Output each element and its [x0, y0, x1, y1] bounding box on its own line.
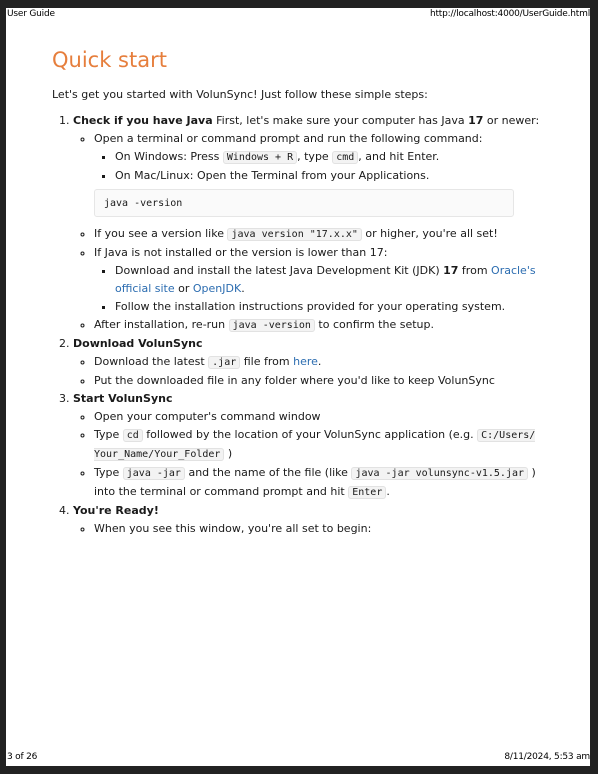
page-title: Quick start [52, 48, 167, 72]
step-1-sublist [73, 130, 552, 335]
inline-code: Enter [348, 486, 386, 499]
download-here-link[interactable]: here [293, 355, 318, 368]
windows-text: , and hit Enter. [358, 150, 440, 163]
step-1-version: 17 [468, 114, 484, 127]
step-4-sublist [73, 520, 552, 538]
step-2-sublist [73, 353, 552, 390]
list-item [94, 426, 552, 464]
step-3 [73, 390, 552, 502]
step-3-sublist [73, 408, 552, 502]
open-terminal-text: Open a terminal or command prompt and run the following command: [94, 132, 483, 145]
mac-text: On Mac/Linux: Open the Terminal from your Applications. [115, 169, 430, 182]
inline-code: .jar [208, 356, 240, 369]
download-jar-text: file from [240, 355, 294, 368]
open-window-text: Open your computer's command window [94, 410, 321, 423]
step-4-title: You're Ready! [73, 504, 159, 517]
list-item [115, 148, 552, 167]
code-block: java -version [94, 189, 514, 217]
type-java-text: . [386, 485, 390, 498]
page-number: 3 of 26 [7, 752, 38, 762]
list-item [94, 408, 552, 426]
inline-code: cmd [332, 151, 358, 164]
inline-code: cd [123, 429, 143, 442]
list-item [94, 353, 552, 372]
step-1-title: Check if you have Java [73, 114, 213, 127]
download-jar-text: . [317, 355, 322, 368]
inline-code: java version "17.x.x" [227, 228, 361, 241]
version-text: If you see a version like [94, 227, 228, 240]
inline-code: java -jar [123, 467, 185, 480]
list-item [115, 262, 552, 298]
type-cd-text: Type [94, 428, 123, 441]
after-text: After installation, re-run [94, 318, 229, 331]
main-content [52, 46, 552, 538]
download-text: Download and install the latest Java Development Kit (JDK) [115, 264, 444, 277]
inline-code: java -version [229, 319, 315, 332]
openjdk-link[interactable]: OpenJDK [192, 282, 242, 295]
type-java-text: Type [94, 466, 123, 479]
download-text: from [458, 264, 492, 277]
follow-text: Follow the installation instructions provided for your operating system. [115, 300, 506, 313]
install-sublist [94, 262, 552, 316]
jdk-version: 17 [443, 264, 459, 277]
step-3-title: Start VolunSync [73, 392, 173, 405]
list-item [115, 298, 552, 316]
os-sublist [94, 148, 552, 185]
windows-text: On Windows: Press [115, 150, 223, 163]
after-text: to confirm the setup. [314, 318, 434, 331]
type-cd-text: followed by the location of your VolunSync application (e.g. [142, 428, 478, 441]
download-jar-text: Download the latest [94, 355, 209, 368]
inline-code: java -jar volunsync-v1.5.jar [351, 467, 528, 480]
list-item [115, 167, 552, 185]
put-file-text: Put the downloaded file in any folder where you'd like to keep VolunSync [94, 374, 495, 387]
type-java-text: ) into the terminal or command prompt and hit [94, 466, 536, 498]
intro-text: Let's get you started with VolunSync! Just follow these simple steps: [52, 88, 428, 101]
download-text: . [241, 282, 245, 295]
header-title: User Guide [7, 9, 55, 19]
not-installed-text: If Java is not installed or the version is lower than 17: [94, 246, 388, 259]
step-2-title: Download VolunSync [73, 337, 203, 350]
step-1 [73, 112, 552, 335]
version-text: or higher, you're all set! [361, 227, 498, 240]
type-java-text: and the name of the file (like [184, 466, 352, 479]
ready-text: When you see this window, you're all set to begin: [94, 522, 372, 535]
oracle-link[interactable]: Oracle's official site [115, 264, 536, 295]
step-1-lead: First, let's make sure your computer has Java [212, 114, 469, 127]
list-item [94, 464, 552, 502]
steps-list [52, 112, 552, 538]
step-4 [73, 502, 552, 538]
header-url: http://localhost:4000/UserGuide.html [429, 9, 590, 19]
inline-code: C:/Users/ Your_Name/Your_Folder [94, 430, 536, 460]
list-item [94, 130, 552, 217]
list-item [94, 316, 552, 335]
inline-code: Windows + R [223, 151, 297, 164]
list-item [94, 372, 552, 390]
windows-text: , type [297, 150, 333, 163]
step-1-lead-end: or newer: [483, 114, 540, 127]
list-item [94, 520, 552, 538]
download-text: or [174, 282, 193, 295]
document-page [6, 8, 590, 766]
list-item [94, 244, 552, 316]
print-datetime: 8/11/2024, 5:53 am [504, 752, 590, 762]
step-2 [73, 335, 552, 390]
type-cd-text: ) [224, 447, 233, 460]
list-item [94, 225, 552, 244]
